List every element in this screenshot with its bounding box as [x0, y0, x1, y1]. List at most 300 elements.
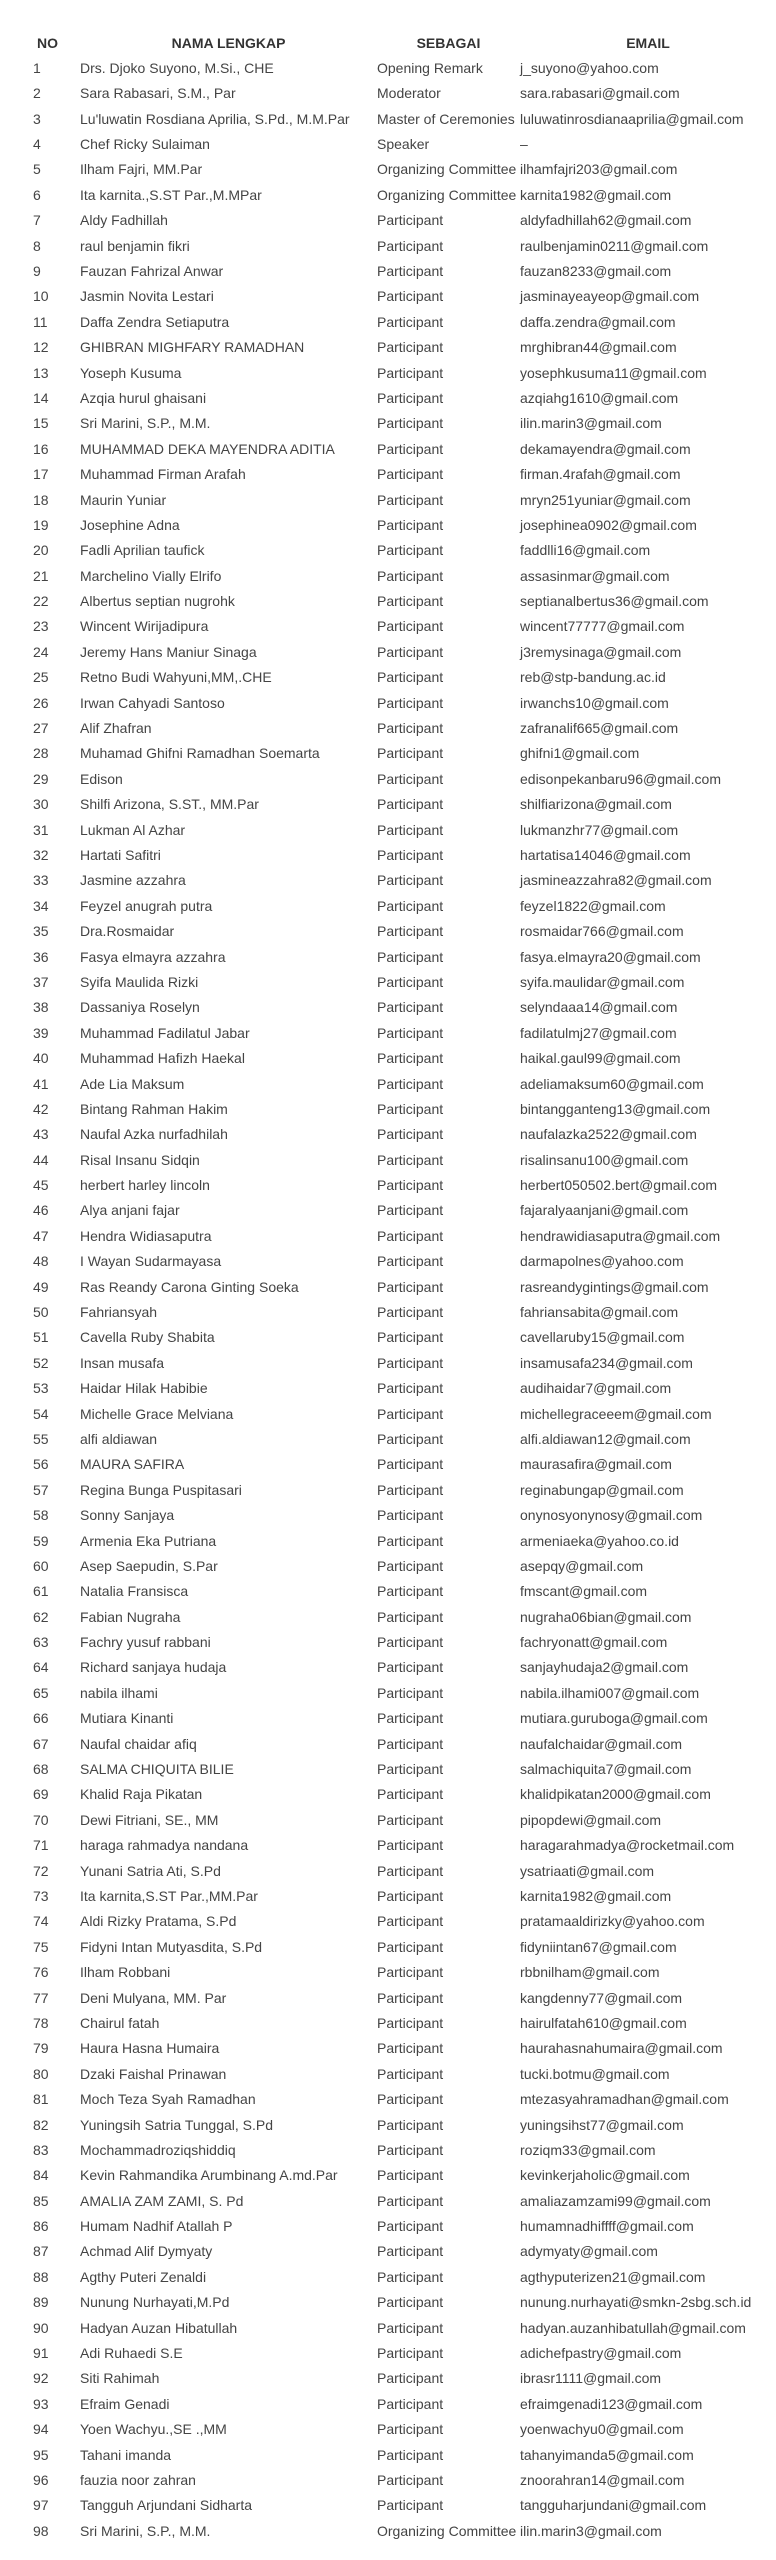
participant-name: Moch Teza Syah Ramadhan — [80, 2091, 256, 2108]
participant-email: azqiahg1610@gmail.com — [520, 389, 679, 406]
header-role: SEBAGAI — [416, 34, 481, 51]
table-row — [0, 893, 776, 918]
table-row — [0, 258, 776, 283]
table-row — [0, 563, 776, 588]
participant-name: Hartati Safitri — [80, 846, 161, 863]
table-row — [0, 309, 776, 334]
table-row — [0, 817, 776, 842]
participant-email: yuningsihst77@gmail.com — [520, 2116, 684, 2133]
table-row — [0, 1680, 776, 1705]
row-number: 74 — [33, 1913, 49, 1930]
row-number: 60 — [33, 1557, 49, 1574]
participant-email: pipopdewi@gmail.com — [520, 1811, 662, 1828]
row-number: 91 — [33, 2345, 49, 2362]
participant-email: fidyniintan67@gmail.com — [520, 1938, 677, 1955]
participant-email: agthyputerizen21@gmail.com — [520, 2268, 706, 2285]
table-row — [0, 411, 776, 436]
table-row — [0, 2010, 776, 2035]
row-number: 92 — [33, 2370, 49, 2387]
participant-role: Participant — [377, 1456, 444, 1473]
row-number: 77 — [33, 1989, 49, 2006]
participant-email: aldyfadhillah62@gmail.com — [520, 212, 692, 229]
row-number: 29 — [33, 770, 49, 787]
participant-email: ysatriaati@gmail.com — [520, 1862, 655, 1879]
row-number: 15 — [33, 415, 49, 432]
participant-role: Participant — [377, 364, 444, 381]
row-number: 47 — [33, 1227, 49, 1244]
table-row — [0, 2467, 776, 2492]
table-row — [0, 1376, 776, 1401]
participant-role: Participant — [377, 1329, 444, 1346]
participant-email: naufalchaidar@gmail.com — [520, 1735, 683, 1752]
participant-name: Alya anjani fajar — [80, 1202, 180, 1219]
participant-email: karnita1982@gmail.com — [520, 186, 672, 203]
row-number: 89 — [33, 2294, 49, 2311]
row-number: 42 — [33, 1100, 49, 1117]
participant-role: Participant — [377, 872, 444, 889]
participant-email: onynosyonynosy@gmail.com — [520, 1507, 703, 1524]
row-number: 94 — [33, 2421, 49, 2438]
participant-name: Kevin Rahmandika Arumbinang A.md.Par — [80, 2167, 338, 2184]
header-email: EMAIL — [626, 34, 670, 51]
participant-email: fauzan8233@gmail.com — [520, 263, 672, 279]
participant-role: Participant — [377, 2218, 444, 2235]
participant-email: fmscant@gmail.com — [520, 1583, 648, 1600]
row-number: 62 — [33, 1608, 49, 1625]
table-row — [0, 1198, 776, 1223]
participant-name: Fadli Aprilian taufick — [80, 542, 205, 559]
table-row — [0, 766, 776, 791]
participant-email: herbert050502.bert@gmail.com — [520, 1177, 718, 1194]
table-row — [0, 2315, 776, 2340]
participant-email: lukmanzhr77@gmail.com — [520, 821, 679, 838]
row-number: 63 — [33, 1634, 49, 1651]
participant-role: Participant — [377, 440, 444, 457]
participant-role: Participant — [377, 2370, 444, 2387]
row-number: 39 — [33, 1024, 49, 1041]
participant-name: Yunani Satria Ati, S.Pd — [80, 1862, 221, 1879]
participant-role: Organizing Committee — [377, 186, 517, 203]
row-number: 52 — [33, 1354, 49, 1371]
participant-email: michellegraceeem@gmail.com — [520, 1405, 712, 1422]
table-row — [0, 2213, 776, 2238]
table-row — [0, 1071, 776, 1096]
participant-name: Muhamad Ghifni Ramadhan Soemarta — [80, 745, 320, 762]
table-row — [0, 1325, 776, 1350]
participant-role: Participant — [377, 1862, 444, 1879]
participant-role: Participant — [377, 1659, 444, 1676]
participant-email: fadilatulmj27@gmail.com — [520, 1024, 677, 1041]
participant-email: edisonpekanbaru96@gmail.com — [520, 770, 721, 787]
participant-role: Participant — [377, 948, 444, 965]
table-row — [0, 106, 776, 131]
row-number: 51 — [33, 1329, 49, 1346]
participant-name: Josephine Adna — [80, 516, 180, 533]
participant-email: hartatisa14046@gmail.com — [520, 846, 691, 863]
participant-email: adymyaty@gmail.com — [520, 2243, 658, 2260]
participant-role: Participant — [377, 1024, 444, 1041]
participant-name: Dewi Fitriani, SE., MM — [80, 1811, 219, 1828]
participant-role: Participant — [377, 1278, 444, 1295]
row-number: 8 — [33, 237, 41, 254]
participant-email: tucki.botmu@gmail.com — [520, 2065, 670, 2082]
participant-role: Participant — [377, 669, 444, 686]
participant-role: Participant — [377, 2471, 444, 2488]
participant-email: insamusafa234@gmail.com — [520, 1354, 693, 1371]
participant-email: septianalbertus36@gmail.com — [520, 593, 709, 610]
participant-role: Participant — [377, 1202, 444, 1219]
participant-email: fasya.elmayra20@gmail.com — [520, 948, 701, 965]
participant-name: Yoen Wachyu.,SE .,MM — [80, 2421, 227, 2438]
participant-role: Organizing Committee — [377, 2522, 517, 2539]
participant-role: Participant — [377, 1989, 444, 2006]
participant-role: Participant — [377, 1583, 444, 1600]
participant-name: raul benjamin fikri — [80, 237, 190, 254]
participant-role: Participant — [377, 1177, 444, 1194]
participant-role: Participant — [377, 1811, 444, 1828]
row-number: 11 — [33, 313, 48, 330]
participant-role: Participant — [377, 2192, 444, 2209]
participant-email: mtezasyahramadhan@gmail.com — [520, 2091, 729, 2108]
row-number: 43 — [33, 1126, 49, 1143]
table-row — [0, 1909, 776, 1934]
table-row — [0, 1959, 776, 1984]
participant-role: Participant — [377, 1430, 444, 1447]
participant-email: reb@stp-bandung.ac.id — [520, 669, 666, 686]
participant-name: Albertus septian nugrohk — [80, 593, 235, 610]
participant-name: Khalid Raja Pikatan — [80, 1786, 203, 1803]
participant-name: Nunung Nurhayati,M.Pd — [80, 2294, 230, 2311]
participant-name: Asep Saepudin, S.Par — [80, 1557, 218, 1574]
participant-name: Siti Rahimah — [80, 2370, 160, 2387]
participant-name: Marchelino Vially Elrifo — [80, 567, 222, 584]
row-number: 10 — [33, 288, 49, 305]
table-row — [0, 1528, 776, 1553]
table-row — [0, 538, 776, 563]
participant-email: mrghibran44@gmail.com — [520, 339, 677, 356]
participant-role: Participant — [377, 313, 444, 330]
participant-role: Participant — [377, 1786, 444, 1803]
participant-name: MUHAMMAD DEKA MAYENDRA ADITIA — [80, 440, 335, 457]
table-row — [0, 1223, 776, 1248]
participant-role: Participant — [377, 2243, 444, 2260]
row-number: 82 — [33, 2116, 49, 2133]
participant-email: cavellaruby15@gmail.com — [520, 1329, 685, 1346]
participant-role: Participant — [377, 542, 444, 559]
table-row — [0, 2264, 776, 2289]
participant-email: haragarahmadya@rocketmail.com — [520, 1837, 735, 1854]
participant-name: Regina Bunga Puspitasari — [80, 1481, 242, 1498]
row-number: 96 — [33, 2471, 49, 2488]
participant-name: Fidyni Intan Mutyasdita, S.Pd — [80, 1938, 263, 1955]
table-row — [0, 918, 776, 943]
participant-name: I Wayan Sudarmayasa — [80, 1253, 222, 1270]
participant-name: SALMA CHIQUITA BILIE — [80, 1761, 234, 1778]
participant-name: Ilham Robbani — [80, 1964, 171, 1981]
row-number: 23 — [33, 618, 49, 635]
participant-email: ghifni1@gmail.com — [520, 745, 640, 762]
table-row — [0, 81, 776, 106]
participant-email: jasmineazzahra82@gmail.com — [520, 872, 712, 889]
table-row — [0, 665, 776, 690]
row-number: 28 — [33, 745, 49, 762]
table-row — [0, 2366, 776, 2391]
participant-name: Chairul fatah — [80, 2014, 160, 2031]
row-number: 46 — [33, 1202, 49, 1219]
participant-name: Lukman Al Azhar — [80, 821, 186, 838]
row-number: 55 — [33, 1430, 49, 1447]
participant-name: AMALIA ZAM ZAMI, S. Pd — [80, 2192, 244, 2209]
table-row — [0, 2239, 776, 2264]
participant-email: selyndaaa14@gmail.com — [520, 999, 678, 1016]
participant-name: Yuningsih Satria Tunggal, S.Pd — [80, 2116, 274, 2133]
row-number: 53 — [33, 1380, 49, 1397]
participant-email: tahanyimanda5@gmail.com — [520, 2446, 694, 2463]
participant-role: Participant — [377, 1075, 444, 1092]
row-number: 79 — [33, 2040, 49, 2057]
participant-name: herbert harley lincoln — [80, 1177, 210, 1194]
row-number: 41 — [33, 1075, 49, 1092]
table-row — [0, 1020, 776, 1045]
header-name: NAMA LENGKAP — [171, 34, 286, 51]
participant-name: Michelle Grace Melviana — [80, 1405, 234, 1422]
participant-role: Participant — [377, 846, 444, 863]
table-row — [0, 1985, 776, 2010]
table-row — [0, 2442, 776, 2467]
participant-email: ilin.marin3@gmail.com — [520, 415, 662, 432]
participant-name: Alif Zhafran — [80, 720, 152, 737]
table-row — [0, 588, 776, 613]
row-number: 45 — [33, 1177, 49, 1194]
participant-email: zafranalif665@gmail.com — [520, 720, 679, 737]
participant-name: Fasya elmayra azzahra — [80, 948, 226, 965]
participant-role: Participant — [377, 1557, 444, 1574]
row-number: 13 — [33, 364, 49, 381]
participant-name: Fahriansyah — [80, 1304, 158, 1321]
participant-name: Jasmin Novita Lestari — [80, 288, 214, 305]
participant-role: Participant — [377, 897, 444, 914]
row-number: 21 — [33, 567, 49, 584]
row-number: 83 — [33, 2141, 49, 2158]
participant-name: Fachry yusuf rabbani — [80, 1634, 211, 1651]
participant-email: jasminayeayeop@gmail.com — [520, 288, 700, 305]
row-number: 97 — [33, 2497, 49, 2514]
participant-role: Participant — [377, 999, 444, 1016]
participant-role: Participant — [377, 2091, 444, 2108]
table-row — [0, 2290, 776, 2315]
participant-role: Participant — [377, 466, 444, 483]
row-number: 48 — [33, 1253, 49, 1270]
participant-name: Yoseph Kusuma — [80, 364, 182, 381]
participant-role: Participant — [377, 1227, 444, 1244]
row-number: 31 — [33, 821, 49, 838]
table-row — [0, 2417, 776, 2442]
participant-name: GHIBRAN MIGHFARY RAMADHAN — [80, 339, 305, 356]
participant-name: alfi aldiawan — [80, 1430, 158, 1447]
table-row — [0, 55, 776, 80]
table-row — [0, 639, 776, 664]
participant-name: Humam Nadhif Atallah P — [80, 2218, 233, 2235]
participant-role: Participant — [377, 1913, 444, 1930]
participant-role: Participant — [377, 1608, 444, 1625]
row-number: 73 — [33, 1888, 49, 1904]
participant-email: feyzel1822@gmail.com — [520, 897, 666, 914]
table-row — [0, 1782, 776, 1807]
participant-email: nugraha06bian@gmail.com — [520, 1608, 692, 1625]
row-number: 67 — [33, 1735, 49, 1752]
participant-role: Participant — [377, 770, 444, 787]
row-number: 95 — [33, 2446, 49, 2463]
participant-email: hendrawidiasaputra@gmail.com — [520, 1227, 721, 1244]
participant-email: assasinmar@gmail.com — [520, 567, 670, 584]
row-number: 85 — [33, 2192, 49, 2209]
row-number: 12 — [33, 339, 49, 356]
participant-email: naufalazka2522@gmail.com — [520, 1126, 697, 1143]
participant-email: amaliazamzami99@gmail.com — [520, 2192, 711, 2209]
row-number: 81 — [33, 2091, 49, 2108]
row-number: 27 — [33, 720, 49, 737]
table-row — [0, 1553, 776, 1578]
participant-email: dekamayendra@gmail.com — [520, 440, 691, 457]
participant-email: – — [520, 136, 528, 153]
participant-role: Participant — [377, 2167, 444, 2184]
row-number: 57 — [33, 1481, 49, 1498]
participant-name: Lu'luwatin Rosdiana Aprilia, S.Pd., M.M.Par — [80, 110, 350, 127]
participant-email: darmapolnes@yahoo.com — [520, 1253, 684, 1270]
participant-email: wincent77777@gmail.com — [520, 618, 685, 635]
table-row — [0, 1833, 776, 1858]
table-row — [0, 1604, 776, 1629]
row-number: 19 — [33, 516, 49, 533]
participant-role: Organizing Committee — [377, 161, 517, 178]
participant-name: Wincent Wirijadipura — [80, 618, 209, 635]
participant-email: rosmaidar766@gmail.com — [520, 923, 684, 940]
participant-email: haikal.gaul99@gmail.com — [520, 1050, 681, 1067]
row-number: 17 — [33, 466, 49, 483]
participant-role: Participant — [377, 1126, 444, 1143]
table-row — [0, 1096, 776, 1121]
participant-name: Chef Ricky Sulaiman — [80, 136, 210, 153]
row-number: 37 — [33, 973, 49, 990]
participant-email: nunung.nurhayati@smkn-2sbg.sch.id — [520, 2294, 752, 2311]
participant-email: yoenwachyu0@gmail.com — [520, 2421, 684, 2438]
table-row — [0, 1883, 776, 1908]
participant-name: Syifa Maulida Rizki — [80, 973, 199, 990]
table-header — [0, 30, 776, 55]
participant-name: Jeremy Hans Maniur Sinaga — [80, 643, 257, 660]
row-number: 56 — [33, 1456, 49, 1473]
table-row — [0, 284, 776, 309]
row-number: 14 — [33, 389, 49, 406]
row-number: 40 — [33, 1050, 49, 1067]
participant-role: Participant — [377, 212, 444, 229]
table-row — [0, 1502, 776, 1527]
table-row — [0, 715, 776, 740]
table-row — [0, 487, 776, 512]
row-number: 72 — [33, 1862, 49, 1879]
table-row — [0, 1045, 776, 1070]
row-number: 58 — [33, 1507, 49, 1524]
table-row — [0, 334, 776, 359]
row-number: 5 — [33, 161, 41, 178]
row-number: 75 — [33, 1938, 49, 1955]
participant-role: Participant — [377, 1151, 444, 1168]
participant-name: Achmad Alif Dymyaty — [80, 2243, 213, 2260]
header-row — [0, 30, 776, 55]
participant-email: josephinea0902@gmail.com — [520, 516, 697, 533]
table-row — [0, 2188, 776, 2213]
participant-name: Naufal Azka nurfadhilah — [80, 1126, 228, 1143]
participant-name: Azqia hurul ghaisani — [80, 389, 207, 406]
table-row — [0, 1807, 776, 1832]
participant-role: Master of Ceremonies — [377, 110, 515, 127]
participant-role: Participant — [377, 1481, 444, 1498]
row-number: 88 — [33, 2268, 49, 2285]
participant-email: reginabungap@gmail.com — [520, 1481, 684, 1498]
participant-role: Participant — [377, 2294, 444, 2311]
row-number: 54 — [33, 1405, 49, 1422]
participant-name: Sri Marini, S.P., M.M. — [80, 415, 211, 432]
participant-email: sara.rabasari@gmail.com — [520, 85, 680, 102]
participant-email: roziqm33@gmail.com — [520, 2141, 656, 2158]
participant-email: raulbenjamin0211@gmail.com — [520, 237, 709, 254]
row-number: 3 — [33, 110, 41, 127]
row-number: 32 — [33, 846, 49, 863]
participant-name: Retno Budi Wahyuni,MM,.CHE — [80, 669, 272, 686]
participant-email: sanjayhudaja2@gmail.com — [520, 1659, 689, 1676]
row-number: 68 — [33, 1761, 49, 1778]
participant-role: Participant — [377, 2395, 444, 2412]
row-number: 59 — [33, 1532, 49, 1549]
participant-name: Jasmine azzahra — [80, 872, 186, 889]
table-row — [0, 461, 776, 486]
participant-email: fahriansabita@gmail.com — [520, 1304, 679, 1321]
participant-email: karnita1982@gmail.com — [520, 1888, 672, 1904]
participant-role: Participant — [377, 1405, 444, 1422]
row-number: 24 — [33, 643, 49, 660]
table-row — [0, 1249, 776, 1274]
participant-name: Tahani imanda — [80, 2446, 172, 2463]
row-number: 61 — [33, 1583, 49, 1600]
participant-email: haurahasnahumaira@gmail.com — [520, 2040, 723, 2057]
participant-role: Participant — [377, 567, 444, 584]
header-no: NO — [37, 34, 58, 51]
table-row — [0, 2340, 776, 2365]
participant-role: Participant — [377, 2497, 444, 2514]
participant-name: Muhammad Fadilatul Jabar — [80, 1024, 250, 1041]
participant-name: Aldy Fadhillah — [80, 212, 168, 229]
participant-role: Participant — [377, 491, 444, 508]
row-number: 84 — [33, 2167, 49, 2184]
participant-email: bintangganteng13@gmail.com — [520, 1100, 711, 1117]
participant-name: Dassaniya Roselyn — [80, 999, 200, 1016]
participant-email: syifa.maulidar@gmail.com — [520, 973, 685, 990]
participant-name: Maurin Yuniar — [80, 491, 167, 508]
participant-name: Natalia Fransisca — [80, 1583, 189, 1600]
participant-role: Participant — [377, 263, 444, 279]
row-number: 16 — [33, 440, 49, 457]
table-row — [0, 1452, 776, 1477]
participant-table — [0, 30, 776, 2543]
participant-role: Participant — [377, 821, 444, 838]
participant-name: Risal Insanu Sidqin — [80, 1151, 200, 1168]
participant-email: faddlli16@gmail.com — [520, 542, 651, 559]
participant-role: Participant — [377, 1380, 444, 1397]
participant-name: Fabian Nugraha — [80, 1608, 181, 1625]
table-row — [0, 360, 776, 385]
table-row — [0, 1147, 776, 1172]
participant-email: ibrasr1111@gmail.com — [520, 2370, 662, 2387]
